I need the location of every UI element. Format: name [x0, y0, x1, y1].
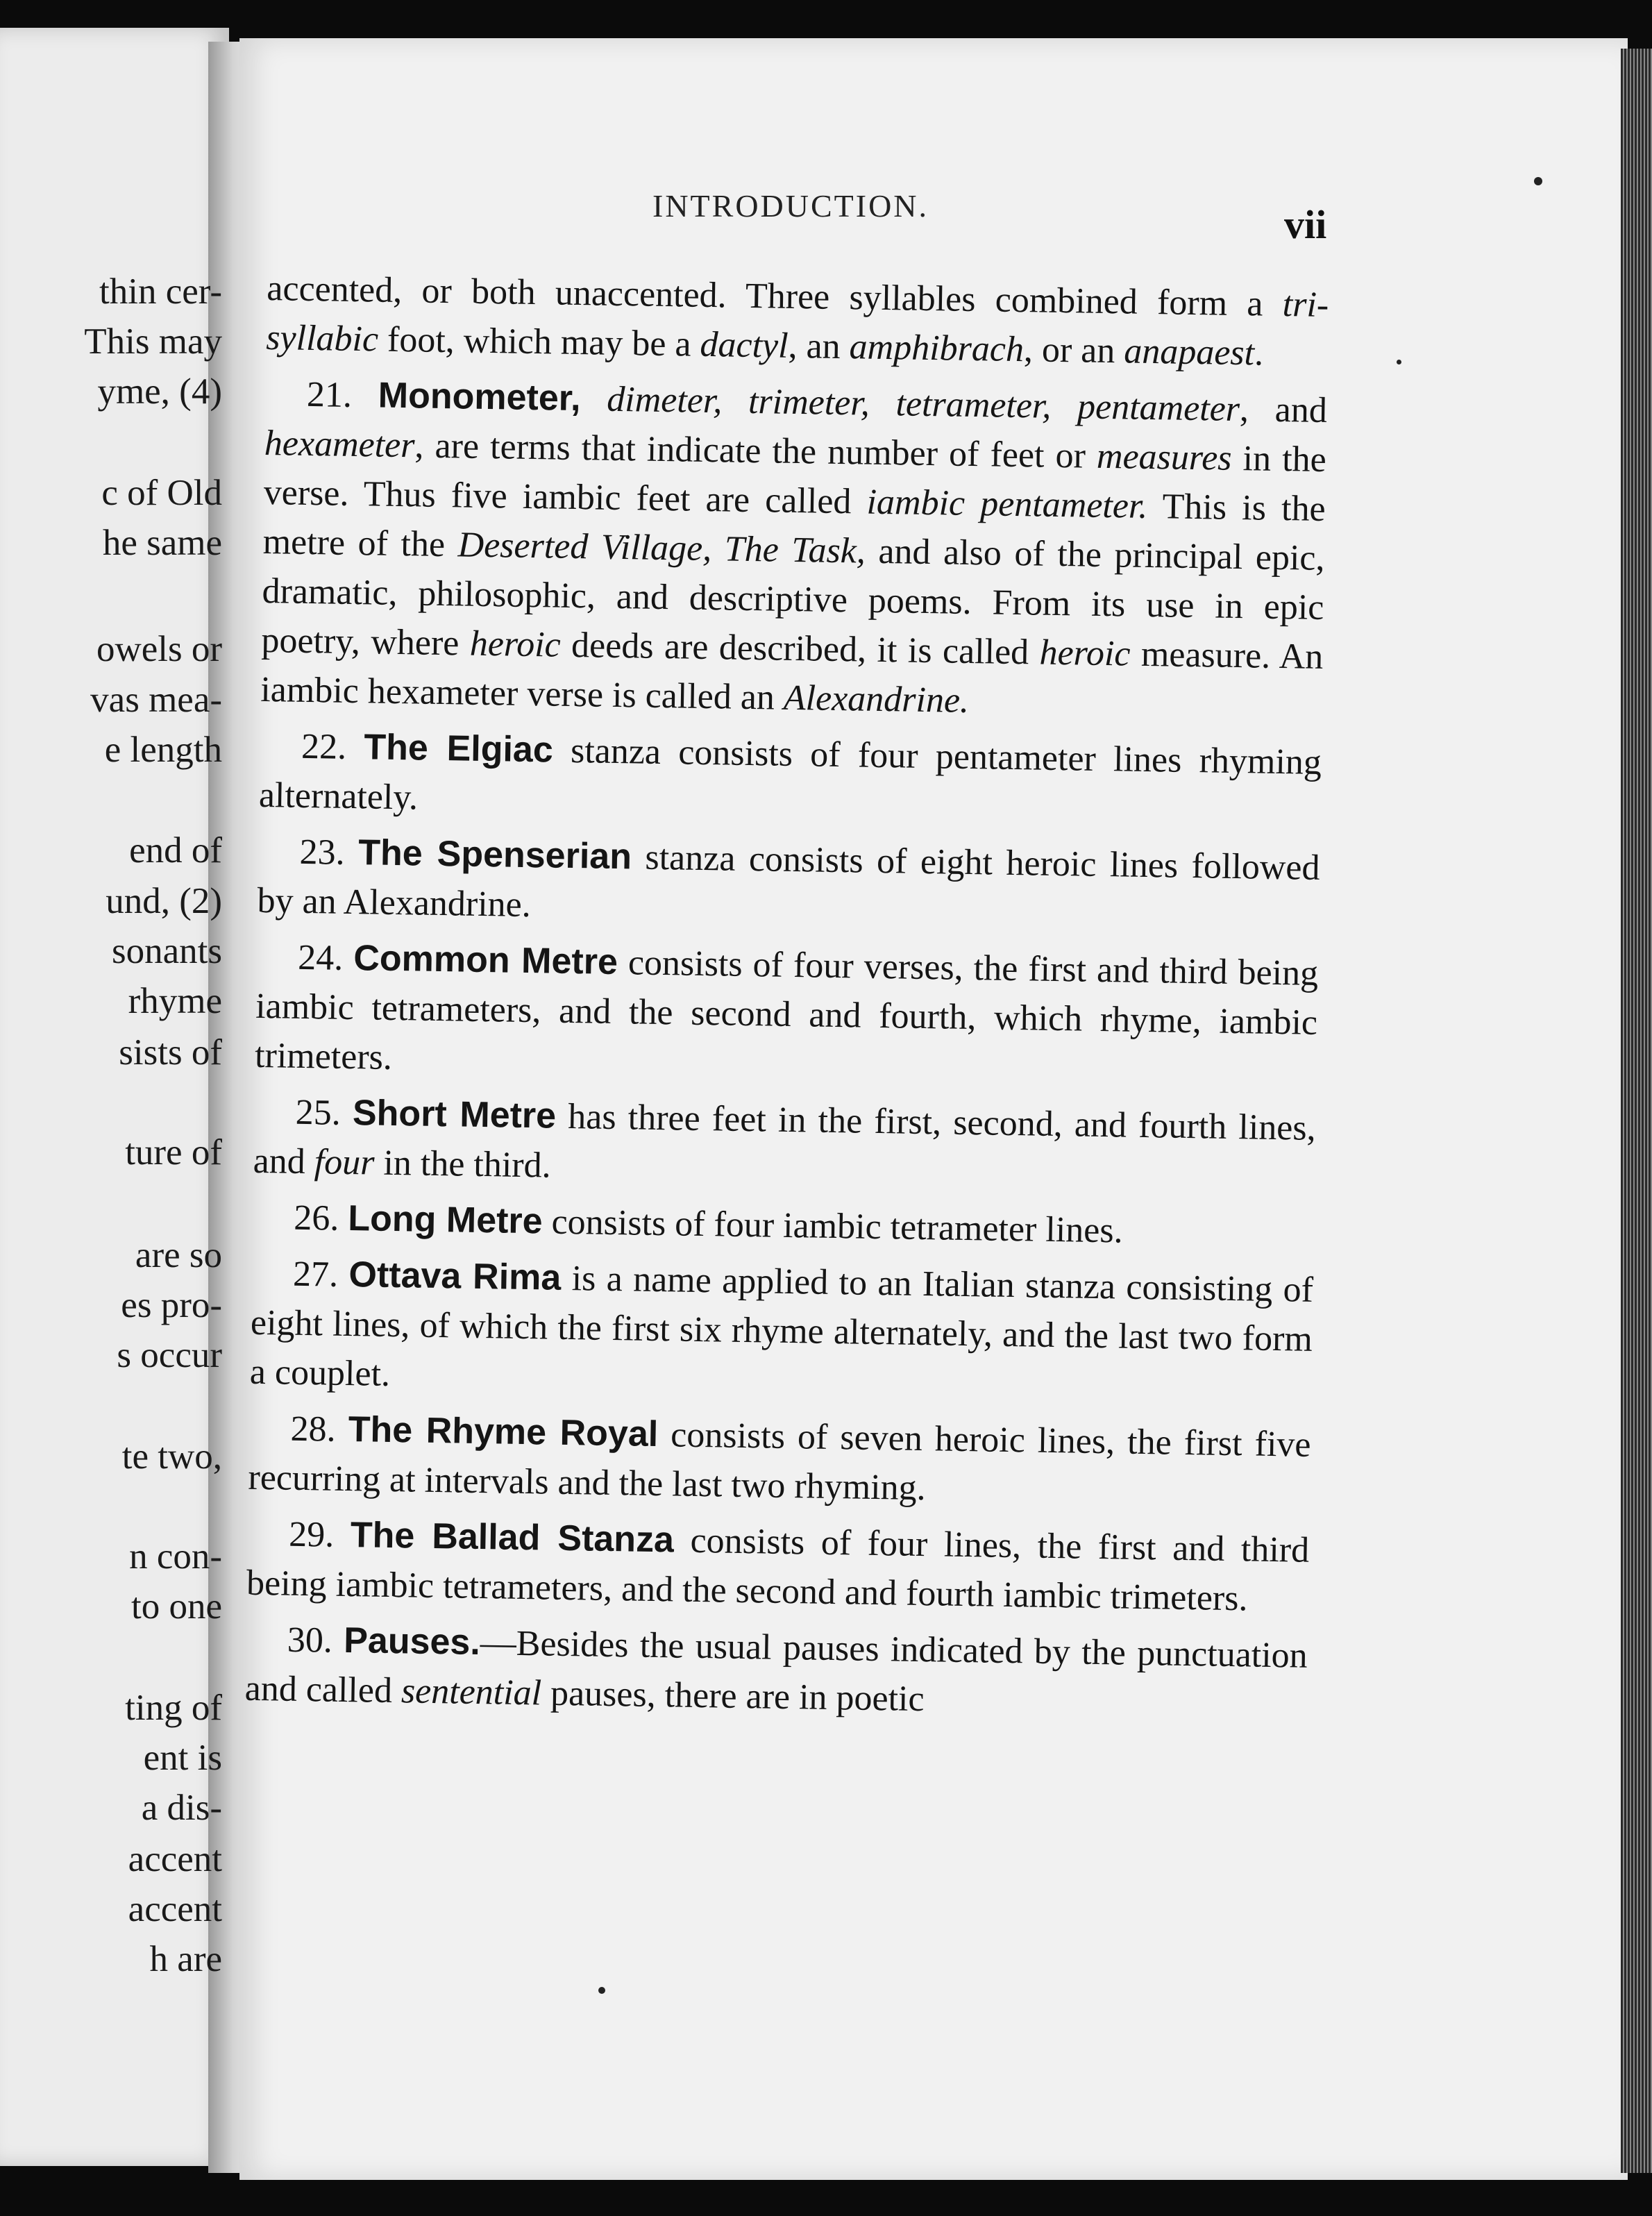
paragraph-26: 26. Long Metre consists of four iambic tetrameter lines. [293, 1198, 1124, 1251]
left-page-line: yme, (4) [97, 371, 222, 412]
left-page-line: s occur [117, 1335, 222, 1375]
section-number: 22. [301, 726, 347, 767]
left-page-line: This may [84, 321, 222, 362]
paragraph-24: 24. Common Metre consists of four verses, the first and third being iambic tetrameters, and the second and fourth, which rhyme, iambic trimeters. [254, 937, 1319, 1077]
section-term: Pauses. [343, 1620, 481, 1663]
section-number: 24. [297, 937, 344, 978]
section-number: 23. [299, 832, 346, 873]
section-term: Ottava Rima [348, 1254, 562, 1298]
left-page-line: c of Old [101, 473, 222, 513]
running-header: INTRODUCTION. [652, 188, 929, 224]
left-page-line: sists of [119, 1032, 222, 1073]
paragraph-27: 27. Ottava Rima is a name applied to an Italian stanza consisting of eight lines, of which the first six rhyme alternately, and the last two form a couplet. [249, 1254, 1314, 1394]
left-page-line: und, (2) [106, 881, 222, 921]
left-page-line: ent is [143, 1738, 222, 1778]
ink-speck [598, 1987, 605, 1994]
section-number: 21. [306, 374, 353, 415]
section-term: Short Metre [352, 1093, 557, 1136]
left-page-line: he same [102, 523, 222, 563]
paragraph-25: 25. Short Metre has three feet in the first, second, and fourth lines, and four in the third. [253, 1092, 1317, 1186]
paragraph-22: 22. The Elgiac stanza consists of four pentameter lines rhyming alternately. [258, 726, 1322, 818]
ink-speck [1397, 360, 1401, 364]
left-page-line: vas mea- [90, 680, 222, 720]
left-page-line: accent [128, 1839, 222, 1879]
left-page-line: e length [104, 730, 222, 770]
left-page-line: n con- [129, 1536, 222, 1577]
ink-speck [1534, 177, 1542, 185]
page-number: vii [1284, 202, 1327, 247]
left-page-line: accent [128, 1889, 222, 1929]
left-page-line: es pro- [121, 1285, 222, 1325]
left-page-line: te two, [121, 1436, 222, 1477]
paragraph-28: 28. The Rhyme Royal consists of seven heroic lines, the first five recurring at intervals and the last two rhyming. [248, 1409, 1311, 1509]
section-number: 30. [287, 1620, 333, 1661]
left-page-line: owels or [96, 629, 222, 669]
left-page-line: sonants [112, 931, 222, 971]
section-number: 27. [292, 1254, 339, 1295]
section-term: The Ballad Stanza [350, 1515, 675, 1561]
section-number: 29. [288, 1514, 335, 1555]
section-number: 26. [293, 1198, 339, 1239]
paragraph-23: 23. The Spenserian stanza consists of eight heroic lines followed by an Alexandrine. [257, 832, 1320, 925]
paragraph-21: 21. Monometer, dimeter, trimeter, tetrameter, pentameter, and hexameter, are terms that indicate the number of feet or measures in the verse. Thus five iambic feet are called iambic pentameter. This is the metre of the Deserted Village, The Task, and also of the principal epic, dramatic, philosophic, and descriptive poems. From its use in epic poetry, where heroic deeds are described, it is called heroic measure. An iambic hexameter verse is called an Alexandrine. [260, 374, 1328, 721]
paragraph-29: 29. The Ballad Stanza consists of four lines, the first and third being iambic tetrameters, and the second and fourth iambic trimeters. [246, 1514, 1310, 1619]
section-term: The Rhyme Royal [348, 1409, 659, 1455]
paragraph-30: 30. Pauses.—Besides the usual pauses indicated by the punctuation and called sentential pauses, there are in poetic [244, 1620, 1308, 1720]
section-term: Long Metre [347, 1198, 543, 1242]
paragraph-intro: accented, or both unaccented. Three syllables combined form a tri-syllabic foot, which may be a dactyl, an amphibrach, or an anapaest. [265, 268, 1329, 373]
left-page-line: a dis- [141, 1788, 222, 1828]
section-term: The Spenserian [357, 832, 632, 878]
left-page-line: h are [149, 1939, 222, 1979]
left-page-line: to one [131, 1586, 222, 1627]
section-number: 25. [295, 1092, 342, 1133]
left-page-line: rhyme [128, 981, 222, 1021]
left-page-line: ting of [125, 1688, 222, 1728]
section-number: 28. [290, 1409, 337, 1450]
section-term: Common Metre [353, 938, 618, 983]
left-page-line: ture of [125, 1132, 222, 1173]
section-term: Monometer, [378, 375, 582, 419]
left-page-line: thin cer- [99, 271, 222, 312]
page-body [244, 264, 1329, 1737]
page-edges [1621, 49, 1652, 2173]
left-page-line: end of [129, 830, 222, 871]
left-page-line: are so [135, 1235, 222, 1275]
section-term: The Elgiac [363, 727, 554, 771]
